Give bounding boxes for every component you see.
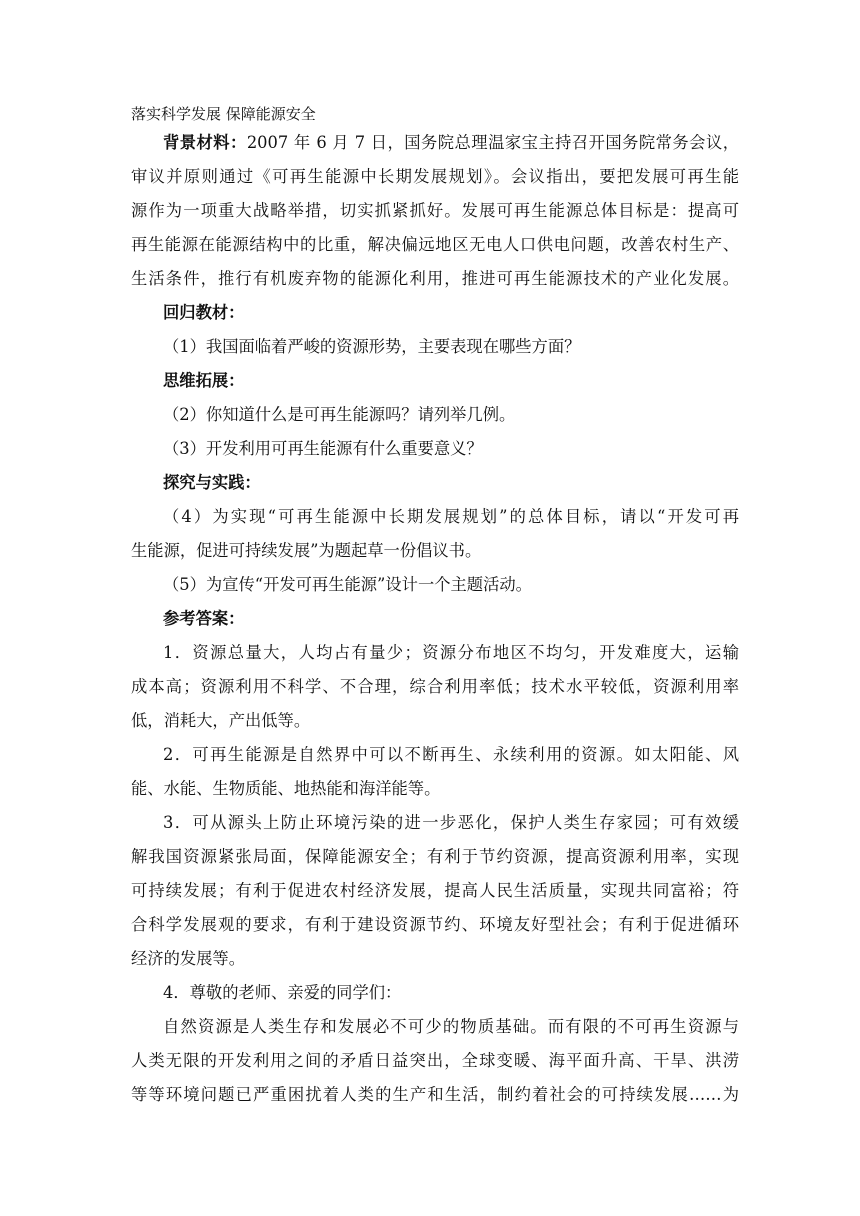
answer-3-line: 经济的发展等。 (131, 949, 245, 968)
question-1: （1）我国面临着严峻的资源形势，主要表现在哪些方面？ (163, 337, 581, 356)
answer-2-line: 2．可再生能源是自然界中可以不断再生、永续利用的资源。如太阳能、风 (163, 745, 739, 764)
answer-1-line: 1．资源总量大，人均占有量少；资源分布地区不均匀，开发难度大，运输 (163, 643, 739, 662)
background-text: 2007 年 6 月 7 日，国务院总理温家宝主持召开国务院常务会议， (246, 133, 739, 152)
review-heading: 回归教材： (163, 303, 245, 322)
answer-3-line: 合科学发展观的要求，有利于建设资源节约、环境友好型社会；有利于促进循环 (131, 915, 739, 934)
answer-3-line: 可持续发展；有利于促进农村经济发展，提高人民生活质量，实现共同富裕；符 (131, 881, 739, 900)
question-4-line: （4）为实现“可再生能源中长期发展规划”的总体目标，请以“开发可再 (163, 507, 739, 526)
answer-3-line: 解我国资源紧张局面，保障能源安全；有利于节约资源，提高资源利用率，实现 (131, 847, 739, 866)
question-2: （2）你知道什么是可再生能源吗？请列举几例。 (163, 405, 516, 424)
background-paragraph-line: 源作为一项重大战略举措，切实抓紧抓好。发展可再生能源总体目标是：提高可 (131, 201, 739, 220)
background-paragraph-line: 审议并原则通过《可再生能源中长期发展规划》。会议指出，要把发展可再生能 (131, 167, 739, 186)
answer-4-line: 等等环境问题已严重困扰着人类的生产和生活，制约着社会的可持续发展……为 (131, 1085, 739, 1104)
question-5: （5）为宣传“开发可再生能源”设计一个主题活动。 (163, 575, 532, 594)
answer-3-line: 3．可从源头上防止环境污染的进一步恶化，保护人类生存家园；可有效缓 (163, 813, 739, 832)
answer-2-line: 能、水能、生物质能、地热能和海洋能等。 (131, 779, 441, 798)
answer-4-line: 人类无限的开发利用之间的矛盾日益突出，全球变暖、海平面升高、干旱、洪涝 (131, 1051, 739, 1070)
practice-heading: 探究与实践： (163, 473, 261, 492)
answers-heading: 参考答案： (163, 609, 245, 628)
question-3: （3）开发利用可再生能源有什么重要意义？ (163, 439, 483, 458)
answer-4-opening: 4．尊敬的老师、亲爱的同学们： (163, 983, 402, 1002)
background-paragraph-line: 生活条件，推行有机废弃物的能源化利用，推进可再生能源技术的产业化发展。 (131, 269, 739, 288)
document-title: 落实科学发展 保障能源安全 (131, 105, 316, 123)
background-paragraph-line: 再生能源在能源结构中的比重，解决偏远地区无电人口供电问题，改善农村生产、 (131, 235, 739, 254)
thinking-heading: 思维拓展： (163, 371, 245, 390)
answer-1-line: 成本高；资源利用不科学、不合理，综合利用率低；技术水平较低，资源利用率 (131, 677, 739, 696)
answer-4-line: 自然资源是人类生存和发展必不可少的物质基础。而有限的不可再生资源与 (163, 1017, 739, 1036)
question-4-line: 生能源，促进可持续发展”为题起草一份倡议书。 (131, 541, 482, 560)
background-label: 背景材料： (163, 133, 247, 152)
answer-1-line: 低，消耗大，产出低等。 (131, 711, 311, 730)
background-paragraph-line (163, 131, 739, 155)
